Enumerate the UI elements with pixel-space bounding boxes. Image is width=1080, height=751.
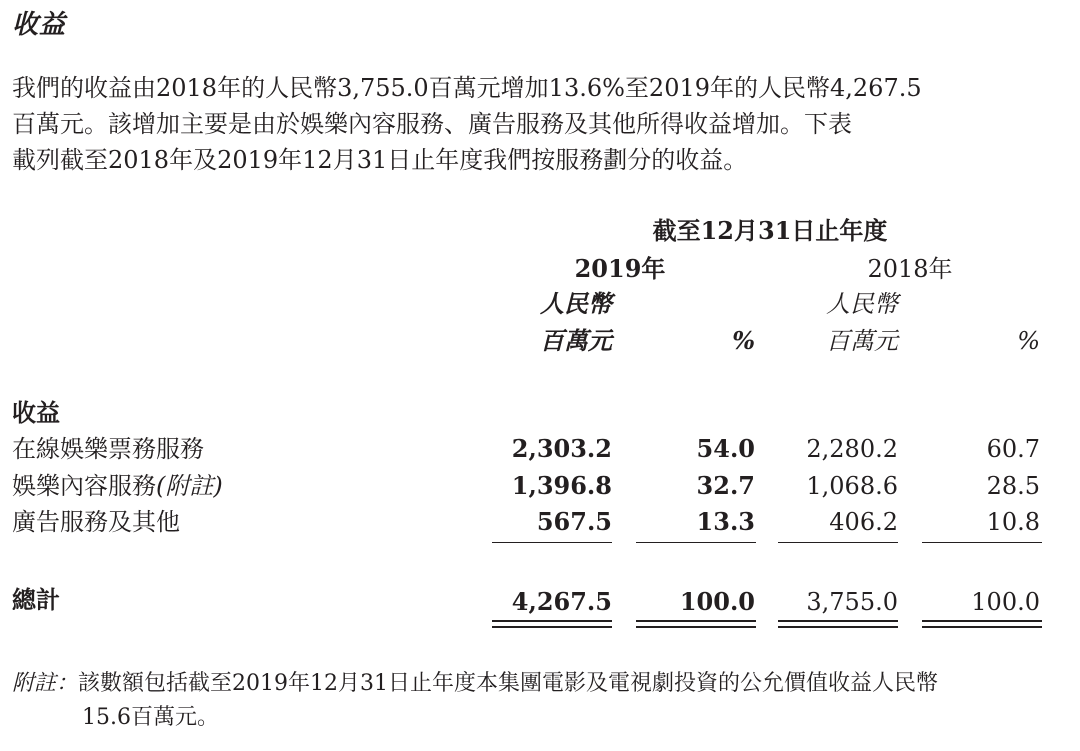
total-2018-pct: 100.0 <box>971 588 1040 616</box>
row-advertising-2019-pct: 13.3 <box>696 507 755 536</box>
total-double-rule-2018-value-top <box>778 620 898 622</box>
subtotal-rule-2018-value <box>778 542 898 543</box>
note-reference: (附註) <box>156 472 223 500</box>
total-2019-pct: 100.0 <box>679 587 755 616</box>
total-double-rule-2019-pct-bottom <box>636 626 756 628</box>
pct-2018-header: % <box>1017 327 1040 355</box>
currency-2018-line1: 人民幣 <box>826 290 898 318</box>
subtotal-rule-2019-value <box>492 542 612 543</box>
total-double-rule-2018-pct-bottom <box>922 626 1042 628</box>
year-2019-header: 2019年 <box>574 254 666 283</box>
total-double-rule-2019-pct-top <box>636 620 756 622</box>
row-ticketing-2018-value: 2,280.2 <box>806 435 898 463</box>
total-double-rule-2018-pct-top <box>922 620 1042 622</box>
row-advertising-2018-value: 406.2 <box>829 508 898 536</box>
currency-2018-line2: 百萬元 <box>826 327 898 355</box>
section-title: 收益 <box>12 10 67 40</box>
pct-2019-header: % <box>732 326 755 355</box>
row-ticketing-2018-pct: 60.7 <box>986 435 1040 463</box>
row-label-content <box>12 471 223 501</box>
row-ticketing-2019-pct: 54.0 <box>696 434 755 463</box>
total-double-rule-2019-value-top <box>492 620 612 622</box>
total-double-rule-2019-value-bottom <box>492 626 612 628</box>
currency-2019-line2: 百萬元 <box>540 326 612 355</box>
subtotal-rule-2018-pct <box>922 542 1042 543</box>
intro-paragraph: 我們的收益由2018年的人民幣3,755.0百萬元增加13.6%至2019年的人民幣4,267.5 百萬元。該增加主要是由於娛樂內容服務、廣告服務及其他所得收益增加。下表 載列截至2018年及2019年12月31日止年度我們按服務劃分的收益。 <box>12 74 922 174</box>
row-advertising-2019-value: 567.5 <box>536 507 612 536</box>
currency-2019-line1: 人民幣 <box>540 289 612 318</box>
total-double-rule-2018-value-bottom <box>778 626 898 628</box>
footnote <box>12 667 1062 735</box>
row-content-label-text: 娛樂內容服務 <box>12 472 156 500</box>
row-content-2019-value: 1,396.8 <box>511 471 612 500</box>
subtotal-rule-2019-pct <box>636 542 756 543</box>
row-label-advertising: 廣告服務及其他 <box>12 508 180 536</box>
row-advertising-2018-pct: 10.8 <box>986 508 1040 536</box>
footnote-text-line1: 該數額包括截至2019年12月31日止年度本集團電影及電視劇投資的公允價值收益人民幣 <box>78 671 938 696</box>
row-content-2018-pct: 28.5 <box>986 472 1040 500</box>
footnote-text-line2: 15.6百萬元。 <box>82 705 219 730</box>
row-label-ticketing: 在線娛樂票務服務 <box>12 435 204 463</box>
total-2019-value: 4,267.5 <box>511 587 612 616</box>
total-2018-value: 3,755.0 <box>806 588 898 616</box>
row-content-2018-value: 1,068.6 <box>806 472 898 500</box>
revenue-group-label: 收益 <box>12 398 60 427</box>
year-2018-header: 2018年 <box>867 255 953 283</box>
row-ticketing-2019-value: 2,303.2 <box>511 434 612 463</box>
total-label: 總計 <box>12 585 60 614</box>
period-header: 截至12月31日止年度 <box>652 216 888 245</box>
row-content-2019-pct: 32.7 <box>696 471 755 500</box>
footnote-label: 附註： <box>12 671 79 696</box>
